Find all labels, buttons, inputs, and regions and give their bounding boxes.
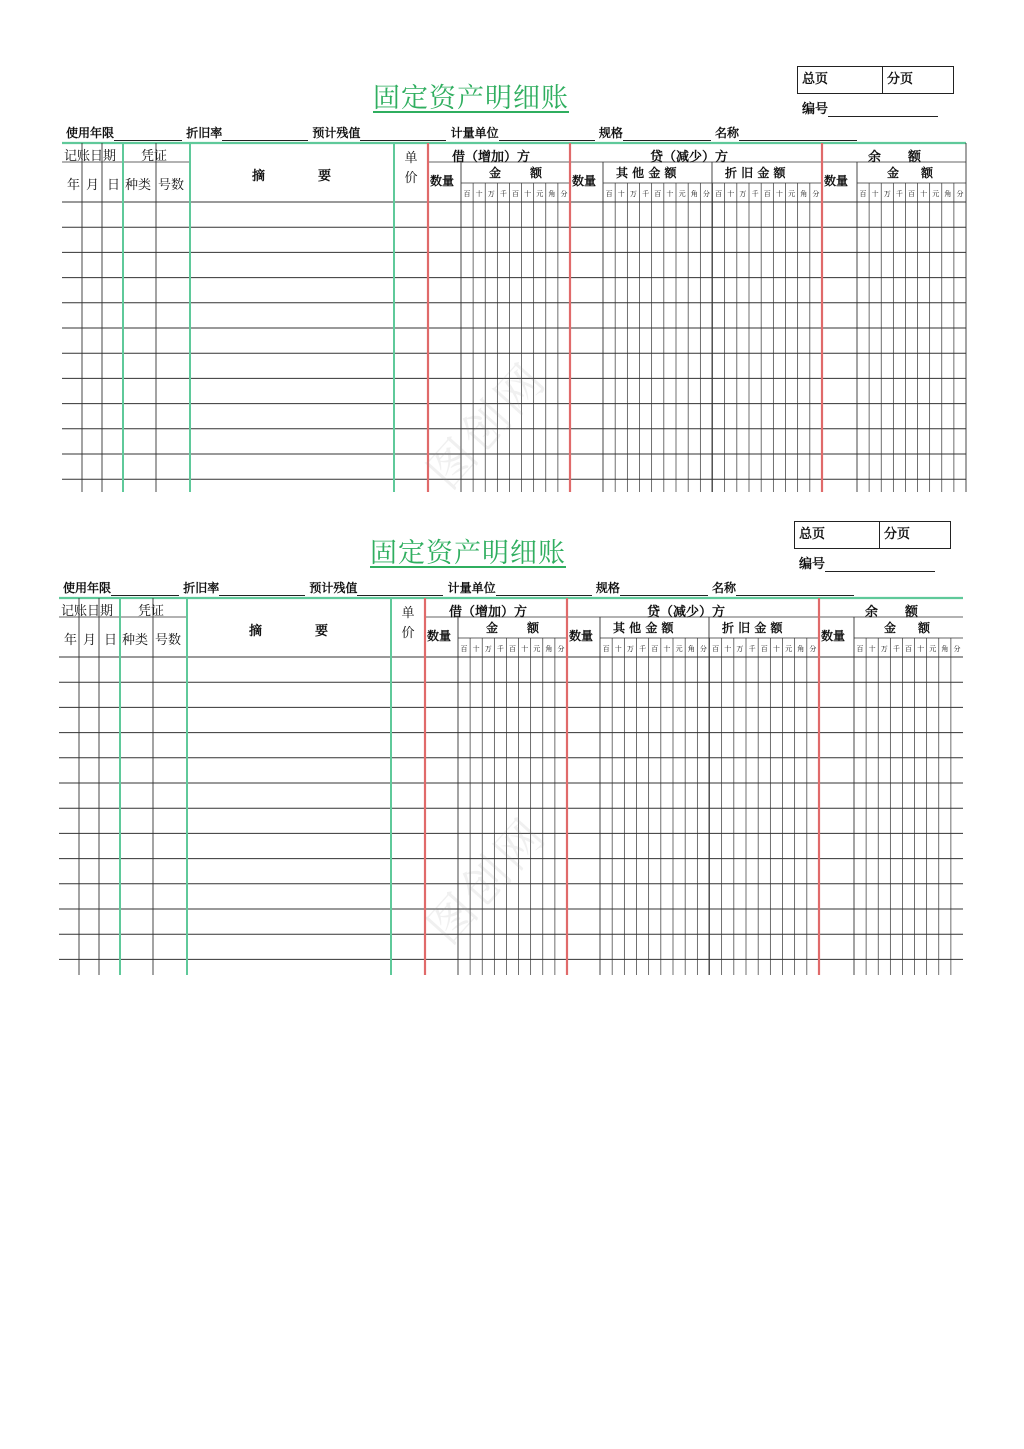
year-header: 年 (67, 178, 81, 193)
credit-digit-label: 分 (699, 645, 707, 653)
debit-digit-label: 十 (521, 645, 529, 653)
total-page-label: 总页 (798, 67, 883, 93)
credit-digit-label: 十 (727, 190, 735, 198)
credit-digit-label: 万 (739, 190, 747, 198)
balance-amount-right: 额 (921, 166, 934, 180)
date-header: 记账日期 (64, 149, 117, 164)
depr-rate-label: 折旧率 (183, 581, 220, 595)
credit-digit-label: 百 (715, 190, 723, 198)
credit-digit-label: 万 (626, 645, 634, 653)
form-title: 固定资产明细账 (373, 83, 569, 114)
balance-digit-label: 十 (871, 190, 879, 198)
balance-digit-label: 百 (856, 645, 864, 653)
credit-digit-label: 百 (654, 190, 662, 198)
life-label: 使用年限 (66, 126, 115, 140)
watermark: 图创网 (416, 351, 558, 499)
credit-digit-label: 角 (687, 645, 695, 653)
debit-digit-label: 分 (557, 645, 565, 653)
spec-label: 规格 (598, 126, 623, 140)
balance-amount-right: 额 (918, 621, 931, 635)
debit-digit-label: 百 (509, 645, 516, 653)
unit-label: 计量单位 (447, 581, 496, 595)
credit-digit-label: 百 (651, 645, 659, 653)
credit-digit-label: 分 (809, 645, 817, 653)
debit-qty-header: 数量 (427, 629, 452, 643)
debit-digit-label: 十 (472, 645, 480, 653)
debit-digit-label: 百 (460, 645, 468, 653)
spec-label: 规格 (595, 581, 620, 595)
balance-digit-label: 角 (944, 190, 952, 198)
credit-digit-label: 百 (763, 190, 771, 198)
debit-amount-left: 金 (489, 166, 502, 180)
balance-digit-label: 百 (905, 645, 912, 653)
credit-qty-header: 数量 (572, 174, 597, 188)
debit-header: 借（增加）方 (452, 150, 531, 165)
summary-header-left: 摘 (249, 624, 263, 639)
balance-amount-left: 金 (887, 166, 900, 180)
credit-digit-label: 千 (642, 190, 650, 198)
debit-amount-right: 额 (530, 166, 543, 180)
balance-digit-label: 分 (953, 645, 961, 653)
credit-header: 贷（减少）方 (650, 150, 729, 165)
credit-digit-label: 角 (797, 645, 805, 653)
debit-digit-label: 角 (548, 190, 556, 198)
debit-header: 借（增加）方 (449, 605, 528, 620)
depr-amount-header: 折 旧 金 额 (725, 166, 786, 180)
debit-digit-label: 角 (545, 645, 553, 653)
credit-digit-label: 十 (724, 645, 732, 653)
depr-amount-header: 折 旧 金 额 (722, 621, 783, 635)
credit-digit-label: 十 (775, 190, 783, 198)
credit-digit-label: 分 (702, 190, 710, 198)
summary-header-right: 要 (318, 169, 332, 184)
kind-header: 种类 (125, 178, 152, 193)
credit-digit-label: 元 (785, 645, 793, 653)
debit-amount-right: 额 (527, 621, 540, 635)
ledger-grid (0, 515, 1024, 975)
balance-digit-label: 分 (956, 190, 964, 198)
credit-digit-label: 十 (614, 645, 622, 653)
kind-header: 种类 (122, 633, 149, 648)
credit-digit-label: 百 (605, 190, 613, 198)
balance-digit-label: 元 (929, 645, 937, 653)
debit-digit-label: 万 (484, 645, 492, 653)
credit-digit-label: 千 (748, 645, 756, 653)
balance-digit-label: 万 (883, 190, 891, 198)
debit-digit-label: 百 (512, 190, 519, 198)
ledger-form-2 (0, 515, 1024, 975)
credit-digit-label: 万 (629, 190, 637, 198)
sub-page-label: 分页 (884, 527, 911, 542)
name-label: 名称 (712, 581, 737, 595)
credit-digit-label: 千 (751, 190, 759, 198)
debit-digit-label: 千 (499, 190, 507, 198)
debit-qty-header: 数量 (430, 174, 455, 188)
credit-digit-label: 十 (666, 190, 674, 198)
number-header: 号数 (158, 178, 185, 193)
other-amount-header: 其 他 金 额 (613, 621, 674, 635)
balance-digit-label: 元 (932, 190, 940, 198)
ledger-form-1 (0, 60, 1024, 520)
balance-digit-label: 万 (880, 645, 888, 653)
debit-digit-label: 元 (533, 645, 541, 653)
balance-header-left: 余 (868, 150, 882, 165)
life-label: 使用年限 (63, 581, 112, 595)
residual-label: 预计残值 (309, 581, 358, 595)
balance-qty-header: 数量 (824, 174, 849, 188)
unit-price-header: 单价 (404, 151, 418, 186)
balance-header-right: 额 (908, 150, 922, 165)
balance-header-left: 余 (865, 605, 879, 620)
debit-digit-label: 千 (496, 645, 504, 653)
debit-digit-label: 元 (536, 190, 544, 198)
debit-digit-label: 万 (487, 190, 495, 198)
sub-page-label: 分页 (887, 72, 914, 87)
day-header: 日 (107, 178, 121, 193)
credit-digit-label: 元 (675, 645, 683, 653)
credit-digit-label: 元 (678, 190, 686, 198)
serial-label: 编号 (799, 557, 826, 572)
credit-digit-label: 十 (772, 645, 780, 653)
credit-digit-label: 千 (639, 645, 647, 653)
voucher-header: 凭证 (141, 149, 168, 164)
credit-digit-label: 百 (760, 645, 768, 653)
debit-digit-label: 十 (524, 190, 532, 198)
credit-digit-label: 百 (602, 645, 610, 653)
credit-digit-label: 分 (812, 190, 820, 198)
day-header: 日 (104, 633, 118, 648)
balance-digit-label: 千 (895, 190, 903, 198)
summary-header-left: 摘 (252, 169, 266, 184)
debit-digit-label: 分 (560, 190, 568, 198)
credit-digit-label: 十 (617, 190, 625, 198)
unit-price-header: 单价 (401, 606, 415, 641)
debit-digit-label: 十 (475, 190, 483, 198)
depr-rate-label: 折旧率 (186, 126, 223, 140)
balance-digit-label: 十 (868, 645, 876, 653)
total-page-label: 总页 (795, 522, 880, 548)
name-label: 名称 (715, 126, 740, 140)
number-header: 号数 (155, 633, 182, 648)
balance-digit-label: 角 (941, 645, 949, 653)
month-header: 月 (83, 633, 97, 648)
credit-digit-label: 元 (788, 190, 796, 198)
serial-label: 编号 (802, 102, 829, 117)
voucher-header: 凭证 (138, 604, 165, 619)
balance-digit-label: 百 (859, 190, 867, 198)
credit-digit-label: 十 (663, 645, 671, 653)
date-header: 记账日期 (61, 604, 114, 619)
balance-digit-label: 百 (908, 190, 915, 198)
residual-label: 预计残值 (312, 126, 361, 140)
balance-digit-label: 十 (917, 645, 925, 653)
credit-digit-label: 万 (736, 645, 744, 653)
month-header: 月 (86, 178, 100, 193)
debit-amount-left: 金 (486, 621, 499, 635)
balance-header-right: 额 (905, 605, 919, 620)
credit-header: 贷（减少）方 (647, 605, 726, 620)
balance-qty-header: 数量 (821, 629, 846, 643)
unit-label: 计量单位 (450, 126, 499, 140)
balance-amount-left: 金 (884, 621, 897, 635)
form-title: 固定资产明细账 (370, 538, 566, 569)
other-amount-header: 其 他 金 额 (616, 166, 677, 180)
balance-digit-label: 千 (892, 645, 900, 653)
summary-header-right: 要 (315, 624, 329, 639)
watermark: 图创网 (416, 806, 558, 954)
ledger-grid (0, 60, 1024, 520)
credit-digit-label: 百 (712, 645, 720, 653)
credit-digit-label: 角 (800, 190, 808, 198)
credit-qty-header: 数量 (569, 629, 594, 643)
balance-digit-label: 十 (920, 190, 928, 198)
year-header: 年 (64, 633, 78, 648)
credit-digit-label: 角 (690, 190, 698, 198)
debit-digit-label: 百 (463, 190, 471, 198)
